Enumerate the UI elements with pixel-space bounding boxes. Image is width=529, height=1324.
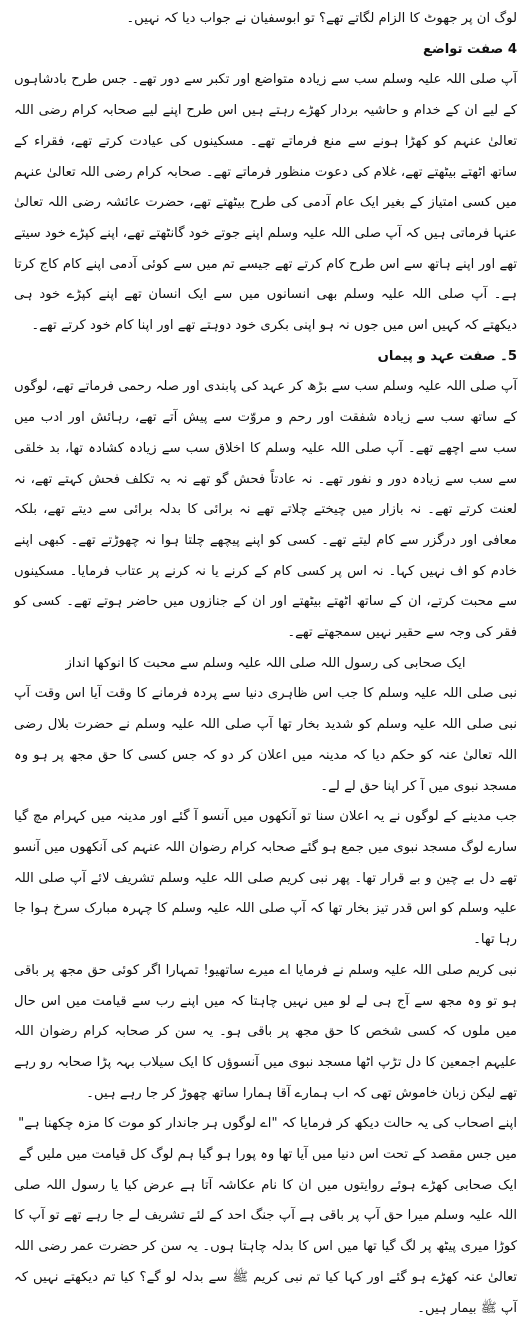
paragraph-prophet-address: نبی کریم صلی اللہ علیہ وسلم نے فرمایا اے میرے ساتھیو! تمہارا اگر کوئی حق مجھ پر باقی ہو تو وہ مجھ سے آج ہی لے لو میں نہیں چاہتا کہ میں اپنے رب سے قیامت میں اس حال میں ملوں کہ کسی شخص کا حق مجھ پر باقی ہو۔ یہ سن کر صحابہ کرام رضوان اللہ علیہم اجمعین کا دل تڑپ اٹھا مسجد نبوی میں آنسوؤں کا ایک سیلاب بہہ پڑا صحابہ رو رہے تھے لیکن زبان خاموش تھی کہ اب ہمارے آقا ہمارا ساتھ چھوڑ کر جا رہے ہیں۔ (14, 962, 517, 1101)
paragraph-promise: آپ صلی اللہ علیہ وسلم سب سے بڑھ کر عہد کی پابندی اور صلہ رحمی فرماتے تھے، لوگوں کے ساتھ سب سے زیادہ شفقت اور رحم و مروّت سے پیش آتے تھے، رہائش اور ادب میں سب سے اچھے تھے۔ آپ صلی اللہ علیہ وسلم کا اخلاق سب سے زیادہ کشادہ تھا، بد خلقی سے سب سے زیادہ دور و نفور تھے۔ نہ عادتاً فحش گو تھے نہ بہ تکلف فحش کہتے تھے، نہ لعنت کرتے تھے۔ نہ بازار میں چیختے چلاتے تھے نہ برائی کا بدلہ برائی سے دیتے تھے، بلکہ معافی اور درگزر سے کام لیتے تھے۔ کسی کو اپنے پیچھے چلتا ہوا نہ چھوڑتے تھے۔ کبھی اپنے خادم کو اف نہیں کہا۔ نہ اس پر کسی کام کے کرنے یا نہ کرنے پر عتاب فرمایا۔ مسکینوں سے محبت کرتے، ان کے ساتھ اٹھتے بیٹھتے اور ان کے جنازوں میں حاضر ہوتے تھے۔ کسی کو فقر کی وجہ سے حقیر نہیں سمجھتے تھے۔ (14, 379, 517, 641)
paragraph-fever-announcement: نبی صلی اللہ علیہ وسلم کا جب اس ظاہری دنیا سے پردہ فرمانے کا وقت آیا اس وقت آپ نبی صلی اللہ علیہ وسلم کو شدید بخار تھا آپ صلی اللہ علیہ وسلم نے حضرت بلال رضی اللہ تعالیٰ عنہ کو حکم دیا کہ مدینہ میں اعلان کر دو کہ جس کسی کا حق مجھ پر ہو وہ مسجد نبوی میں آ کر اپنا حق لے لے۔ (14, 686, 517, 794)
section-heading-companion-love: ایک صحابی کی رسول اللہ صلی اللہ علیہ وسلم سے محبت کا انوکھا انداز (65, 655, 466, 671)
paragraph-humility: آپ صلی اللہ علیہ وسلم سب سے زیادہ متواضع اور تکبر سے دور تھے۔ جس طرح بادشاہوں کے لیے ان کے خدام و حاشیہ بردار کھڑے رہتے ہیں اس طرح اپنے لیے صحابہ کرام رضی اللہ تعالیٰ عنہم کو کھڑا ہونے سے منع فرماتے تھے۔ مسکینوں کی عیادت کرتے تھے، فقراء کے ساتھ اٹھتے بیٹھتے تھے، غلام کی دعوت منظور فرماتے تھے۔ صحابہ کرام رضی اللہ تعالیٰ عنہم میں کسی امتیاز کے بغیر ایک عام آدمی کی طرح بیٹھتے تھے، حضرت عائشہ رضی اللہ تعالیٰ عنہا فرماتی ہیں کہ آپ صلی اللہ علیہ وسلم اپنے جوتے خود گانٹھتے تھے، اپنے کپڑے خود سیتے تھے اور اپنے ہاتھ سے اس طرح کام کرتے تھے جیسے تم میں سے کوئی آدمی اپنے کام کاج کرتا ہے۔ آپ صلی اللہ علیہ وسلم بھی انسانوں میں سے ایک انسان تھے اپنے کپڑے خود ہی دیکھتے کہ کہیں اس میں جوں نہ ہو اپنی بکری خود دوہتے تھے اور اپنا کام خود کرتے تھے۔ (14, 72, 517, 334)
paragraph-ukkasha: ایک صحابی کھڑے ہوئے روایتوں میں ان کا نام عکاشہ آتا ہے عرض کیا یا رسول اللہ صلی اللہ علیہ وسلم میرا حق آپ پر باقی ہے آپ جنگ احد کے لئے تشریف لے جا رہے تھے تو آپ کا کوڑا میری پیٹھ پر لگ گیا تھا میں اس کا بدلہ چاہتا ہوں۔ یہ سن کر حضرت عمر رضی اللہ تعالیٰ عنہ کھڑے ہو گئے اور کہا کیا تم نبی کریم ﷺ سے بدلہ لو گے؟ کیا تم دیکھتے نہیں کہ آپ ﷺ بیمار ہیں۔ (14, 1177, 517, 1316)
section-heading-humility: 4 صفت تواضع (422, 41, 517, 57)
intro-line: لوگ ان پر جھوٹ کا الزام لگاتے تھے؟ تو ابوسفیان نے جواب دیا کہ نہیں۔ (126, 11, 517, 26)
section-heading-promise: 5۔ صفت عہد و پیماں (377, 348, 517, 364)
line-quote-death: اپنے اصحاب کی یہ حالت دیکھ کر فرمایا کہ "اے لوگوں ہر جاندار کو موت کا مزہ چکھنا ہے" (18, 1116, 517, 1132)
line-purpose-fulfilled: میں جس مقصد کے تحت اس دنیا میں آیا تھا وہ پورا ہو گیا ہم لوگ کل قیامت میں ملیں گے (18, 1147, 517, 1163)
paragraph-gathering: جب مدینے کے لوگوں نے یہ اعلان سنا تو آنکھوں میں آنسو آ گئے اور مدینہ میں کہرام مچ گیا سارے لوگ مسجد نبوی میں جمع ہو گئے صحابہ کرام رضوان اللہ عنہم کی آنکھوں میں آنسو تھے دل بے چین و بے قرار تھا۔ پھر نبی کریم صلی اللہ علیہ وسلم تشریف لائے آپ صلی اللہ علیہ وسلم کو اس قدر تیز بخار تھا کہ آپ صلی اللہ علیہ وسلم کا چہرہ مبارک سرخ ہوا جا رہا تھا۔ (14, 809, 517, 948)
